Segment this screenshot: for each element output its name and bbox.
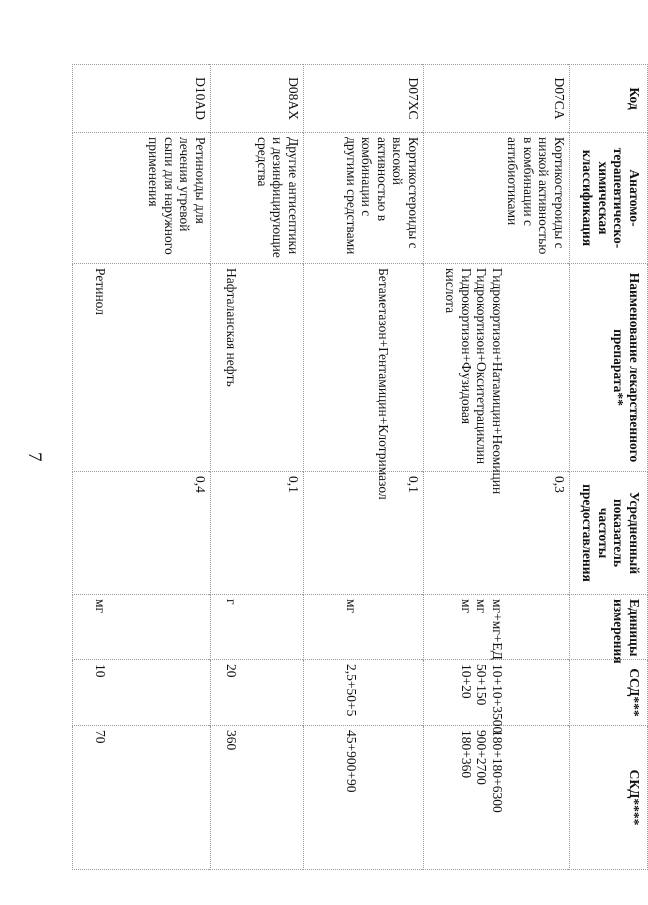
units-cell (424, 595, 570, 660)
atc-cell: Ретиноиды для лечения угревой сыпи для наружного применения (73, 133, 211, 264)
drug-name: Нафталанская нефть (224, 268, 239, 387)
freq-cell: 0,3 (424, 472, 570, 595)
skd-value: 45+900+90 (344, 730, 359, 793)
skd-value: 360 (224, 730, 239, 751)
drug-name: Ретинол (93, 268, 108, 315)
unit-value: мг (344, 599, 359, 614)
freq-cell: 0,1 (304, 472, 424, 595)
unit-value: мг (459, 599, 474, 614)
ssd-value: 10+10+3500 (490, 664, 505, 734)
atc-cell: Другие антисептики и дезинфицирующие средства (211, 133, 304, 264)
ssd-value: 10 (93, 664, 108, 678)
ssd-cell (211, 660, 304, 726)
drug-name: Гидрокортизон+Фузидовая кислота (443, 268, 474, 425)
drug-cell (211, 264, 304, 472)
drug-name: Бетаметазон+Гентамицин+Клотримазол (376, 268, 391, 500)
skd-value: 900+2700 (474, 730, 490, 785)
freq-cell: 0,4 (73, 472, 211, 595)
freq-cell: 0,1 (211, 472, 304, 595)
unit-value: мг (93, 599, 108, 614)
code-cell: D07XC (304, 65, 424, 133)
drug-cell (73, 264, 211, 472)
drug-table (72, 64, 648, 870)
unit-value: мг (474, 599, 490, 614)
table-header-row (570, 65, 648, 870)
ssd-cell (424, 660, 570, 734)
ssd-cell (73, 660, 211, 726)
page-number: 7 (24, 452, 45, 462)
table-row (424, 65, 570, 870)
atc-cell: Кортикостероиды с высокой активностью в комбинации с другими средствами (304, 133, 424, 264)
ssd-value: 20 (224, 664, 239, 678)
table-rotation-wrapper (73, 64, 648, 869)
units-cell (211, 595, 304, 660)
header-drug: Наименование лекарственного препарата** (570, 264, 648, 472)
units-cell (304, 595, 424, 660)
header-ssd: ССД*** (570, 660, 648, 726)
unit-value: г (224, 599, 239, 605)
atc-cell: Кортикостероиды с низкой активностью в комбинации с антибиотиками (424, 133, 570, 264)
units-cell (73, 595, 211, 660)
skd-value: 180+180+6300 (490, 730, 505, 813)
drug-name: Гидрокортизон+Окситетрациклин (474, 268, 490, 465)
ssd-cell (304, 660, 424, 726)
table-row (304, 65, 424, 870)
code-cell: D07CA (424, 65, 570, 133)
header-code: Код (570, 65, 648, 133)
code-cell: D10AD (73, 65, 211, 133)
ssd-value: 2,5+50+5 (344, 664, 359, 717)
header-freq: Усредненный показатель частоты предоставления (570, 472, 648, 595)
unit-value: мг+мг+ЕД (490, 599, 505, 660)
header-atc: Анатомо-терапевтическо-химическая классификация (570, 133, 648, 264)
header-units: Единицы измерения (570, 595, 648, 660)
skd-cell (304, 726, 424, 870)
ssd-value: 10+20 (459, 664, 474, 699)
skd-value: 180+360 (459, 730, 474, 779)
code-cell: D08AX (211, 65, 304, 133)
skd-cell (424, 726, 570, 870)
header-skd: СКД**** (570, 726, 648, 870)
table-row (73, 65, 211, 870)
drug-name: Гидрокортизон+Натамицин+Неомицин (490, 268, 505, 495)
table-row (211, 65, 304, 870)
skd-cell (211, 726, 304, 870)
skd-cell (73, 726, 211, 870)
ssd-value: 50+150 (474, 664, 490, 706)
skd-value: 70 (93, 730, 108, 744)
